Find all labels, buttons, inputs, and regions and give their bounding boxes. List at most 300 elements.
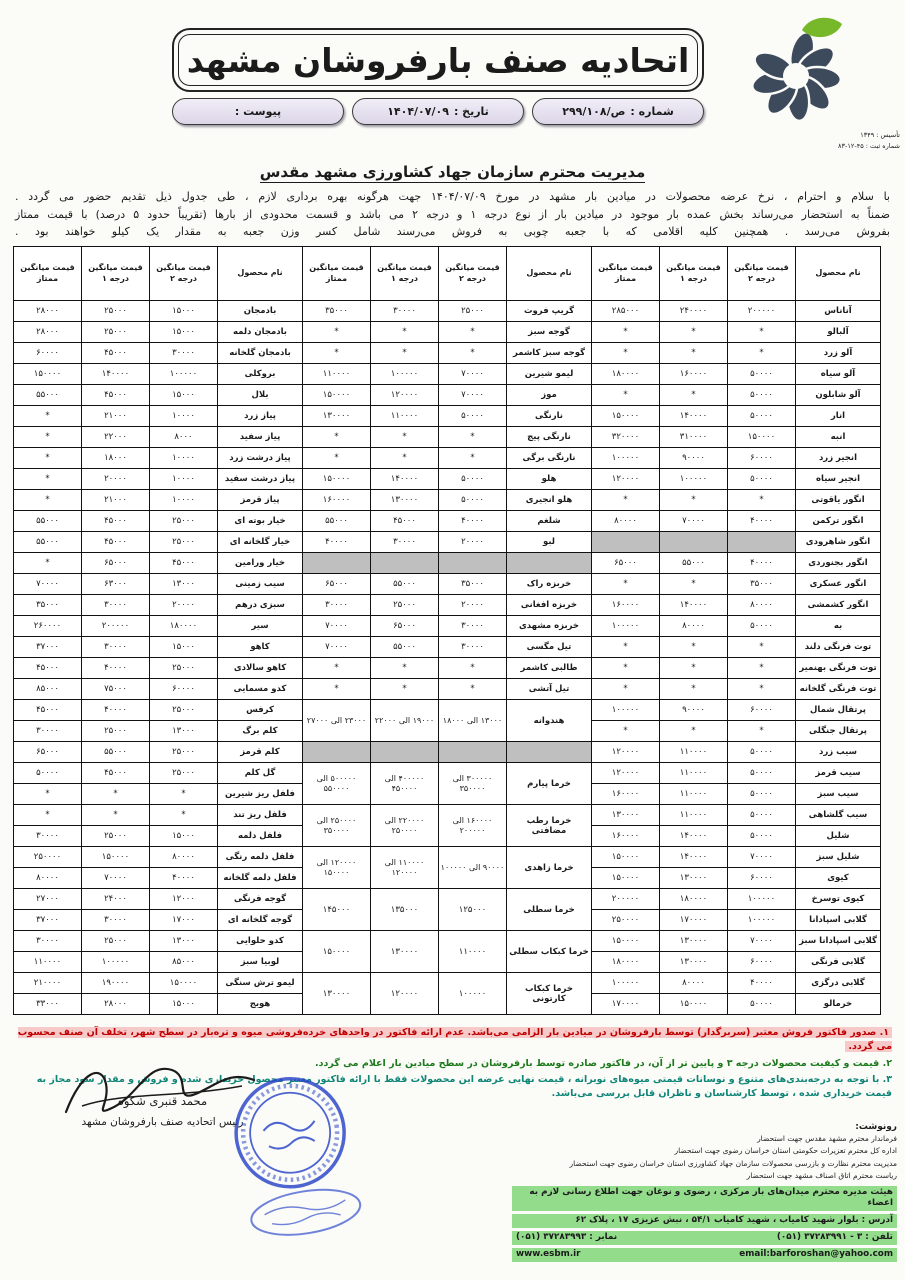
price-cell: ۶۰۰۰۰	[728, 952, 796, 973]
price-cell: *	[439, 427, 507, 448]
price-cell: ۵۰۰۰۰	[728, 616, 796, 637]
price-cell: *	[439, 658, 507, 679]
price-cell: ۲۴۰۰۰	[82, 889, 150, 910]
product-name-cell: گل کلم	[218, 763, 303, 784]
product-name-cell: خربزه راک	[507, 574, 592, 595]
product-name-cell: شلغم	[507, 511, 592, 532]
product-name-cell: بلال	[218, 385, 303, 406]
price-cell: ۲۵۰۰۰	[82, 301, 150, 322]
price-cell: ۵۰۰۰۰	[728, 994, 796, 1015]
recipient-text: مدیریت محترم سازمان جهاد کشاورزی مشهد مقدس	[259, 163, 646, 181]
price-cell: *	[660, 679, 728, 700]
price-cell: ۴۰۰۰۰	[82, 700, 150, 721]
price-cell: ۱۳۵۰۰۰	[371, 889, 439, 931]
price-cell: ۵۵۰۰۰	[660, 553, 728, 574]
price-cell: ۵۰۰۰۰	[728, 784, 796, 805]
product-name-cell: شلیل	[796, 826, 881, 847]
price-cell: ۱۵۰۰۰۰	[82, 847, 150, 868]
price-cell: ۵۰۰۰۰	[439, 490, 507, 511]
price-cell: *	[728, 679, 796, 700]
price-cell: ۱۶۰۰۰۰	[592, 826, 660, 847]
product-name-cell: انگور ترکمن	[796, 511, 881, 532]
price-cell: ۱۵۰۰۰۰	[303, 385, 371, 406]
price-cell: ۵۰۰۰۰	[728, 385, 796, 406]
price-cell: ۱۵۰۰۰۰	[303, 931, 371, 973]
price-cell: *	[439, 343, 507, 364]
price-cell: ۳۷۰۰۰	[14, 637, 82, 658]
price-cell: *	[303, 679, 371, 700]
product-name-cell: سبزی درهم	[218, 595, 303, 616]
price-cell: ۴۰۰۰۰۰ الی ۴۵۰۰۰۰	[371, 763, 439, 805]
price-cell: ۲۵۰۰۰۰	[14, 847, 82, 868]
price-cell: ۳۵۰۰۰	[439, 574, 507, 595]
product-name-cell: سیب زرد	[796, 742, 881, 763]
price-cell: *	[371, 658, 439, 679]
price-cell: *	[150, 805, 218, 826]
union-logo-graphic	[742, 16, 850, 128]
price-cell: ۳۰۰۰۰	[82, 595, 150, 616]
price-cell: ۵۵۰۰۰	[14, 511, 82, 532]
price-cell	[660, 532, 728, 553]
price-cell: ۶۵۰۰۰	[303, 574, 371, 595]
table-row	[14, 700, 881, 721]
price-cell: ۱۰۰۰۰۰	[371, 364, 439, 385]
product-name-cell: گلابی فرنگی	[796, 952, 881, 973]
price-cell: ۸۰۰۰	[150, 427, 218, 448]
website-url: www.esbm.ir	[516, 1249, 581, 1259]
web-line	[512, 1248, 897, 1262]
product-name-cell: نارنگی پیج	[507, 427, 592, 448]
price-cell: ۲۵۰۰۰	[150, 658, 218, 679]
product-name-cell: خرما سطلی	[507, 889, 592, 931]
price-cell: ۱۴۰۰۰۰	[660, 847, 728, 868]
price-cell: ۴۵۰۰۰	[82, 532, 150, 553]
price-cell: ۱۰۰۰۰۰	[150, 364, 218, 385]
price-cell: ۲۷۰۰۰	[14, 889, 82, 910]
price-cell: *	[303, 322, 371, 343]
table-row	[14, 364, 881, 385]
product-name-cell: انبه	[796, 427, 881, 448]
price-cell: ۱۰۰۰۰	[150, 490, 218, 511]
price-cell: ۲۵۰۰۰	[150, 511, 218, 532]
price-cell: ۳۰۰۰۰	[439, 616, 507, 637]
org-title-box	[172, 28, 704, 92]
price-cell: ۳۰۰۰۰	[303, 595, 371, 616]
price-cell: *	[14, 490, 82, 511]
price-cell: ۱۴۵۰۰۰	[303, 889, 371, 931]
price-cell: *	[14, 427, 82, 448]
price-cell: ۵۵۰۰۰	[303, 511, 371, 532]
price-cell: ۵۵۰۰۰	[14, 385, 82, 406]
price-cell: *	[660, 658, 728, 679]
table-row	[14, 679, 881, 700]
price-cell: ۴۵۰۰۰	[14, 700, 82, 721]
price-cell: ۱۰۰۰۰۰	[728, 889, 796, 910]
column-header: قیمت میانگین درجه ۱	[660, 247, 728, 301]
price-cell: ۵۰۰۰۰	[728, 469, 796, 490]
price-cell: ۷۰۰۰۰	[439, 385, 507, 406]
price-cell: *	[592, 637, 660, 658]
price-cell: ۳۰۰۰۰	[14, 931, 82, 952]
product-name-cell: انجیر سیاه	[796, 469, 881, 490]
signatory-name: محمد قنبری شکوه	[117, 1094, 208, 1108]
price-cell: ۲۶۰۰۰۰	[14, 616, 82, 637]
price-cell: ۳۰۰۰۰	[439, 637, 507, 658]
price-cell: ۱۶۰۰۰۰	[592, 784, 660, 805]
product-name-cell: انگور کشمشی	[796, 595, 881, 616]
product-name-cell: خرما رطب مضافتی	[507, 805, 592, 847]
table-row	[14, 532, 881, 553]
price-cell: ۲۵۰۰۰	[82, 322, 150, 343]
price-cell: ۲۰۰۰۰۰	[592, 889, 660, 910]
product-name-cell: لیمو شیرین	[507, 364, 592, 385]
price-cell: *	[439, 679, 507, 700]
price-cell: *	[728, 343, 796, 364]
price-cell: *	[150, 784, 218, 805]
price-cell: ۵۰۰۰۰	[14, 763, 82, 784]
org-title-frame	[178, 34, 698, 86]
price-cell: *	[14, 469, 82, 490]
cc-item: فرماندار محترم مشهد مقدس جهت استحضار	[757, 1134, 897, 1143]
price-cell: ۱۰۰۰۰۰	[592, 616, 660, 637]
product-name-cell: کیوی	[796, 868, 881, 889]
price-cell: *	[371, 427, 439, 448]
table-row	[14, 805, 881, 826]
price-cell: ۶۰۰۰۰	[728, 700, 796, 721]
registration-number: شماره ثبت : ۴۵-۱۲-۸۳	[838, 142, 900, 151]
product-name-cell: سیب سبز	[796, 784, 881, 805]
price-cell: *	[14, 406, 82, 427]
product-name-cell: آلو شابلون	[796, 385, 881, 406]
column-header: قیمت میانگین درجه ۲	[439, 247, 507, 301]
price-cell: ۱۰۰۰۰۰	[592, 973, 660, 994]
signatory-title: رئیس اتحادیه صنف بارفروشان مشهد	[81, 1116, 244, 1128]
price-cell: ۶۵۰۰۰	[14, 742, 82, 763]
price-cell: ۳۵۰۰۰	[303, 301, 371, 322]
table-row	[14, 616, 881, 637]
product-name-cell: تیل آتشی	[507, 679, 592, 700]
price-cell: ۲۵۰۰۰	[150, 763, 218, 784]
price-cell: ۱۱۰۰۰۰	[660, 763, 728, 784]
price-cell: ۳۰۰۰۰	[82, 910, 150, 931]
price-cell: ۴۰۰۰۰	[82, 658, 150, 679]
price-cell: *	[728, 322, 796, 343]
product-name-cell: سیب زمینی	[218, 574, 303, 595]
product-name-cell: پیاز درشت زرد	[218, 448, 303, 469]
price-cell: *	[439, 322, 507, 343]
note-2-text: ۲. قیمت و کیفیت محصولات درجه ۳ و پایین تر از آن، در فاکتور صادره توسط بارفروشان در سطح میادین بار اعلام می گردد.	[314, 1057, 892, 1069]
price-cell: *	[728, 658, 796, 679]
price-cell: ۱۶۰۰۰۰	[592, 595, 660, 616]
product-name-cell: هلو انجیری	[507, 490, 592, 511]
column-header: نام محصول	[507, 247, 592, 301]
price-cell: ۵۰۰۰۰۰ الی ۵۵۰۰۰۰	[303, 763, 371, 805]
price-cell: *	[660, 637, 728, 658]
price-cell: ۴۰۰۰۰	[303, 532, 371, 553]
price-cell: ۱۵۰۰۰۰	[660, 994, 728, 1015]
price-cell: ۱۴۰۰۰۰	[82, 364, 150, 385]
product-name-cell: لبو	[507, 532, 592, 553]
price-cell: ۴۵۰۰۰	[82, 763, 150, 784]
price-cell: ۱۰۰۰۰	[150, 469, 218, 490]
price-cell: ۱۳۰۰۰۰	[660, 952, 728, 973]
price-cell: ۱۰۰۰۰	[150, 406, 218, 427]
table-row	[14, 406, 881, 427]
product-name-cell: هلو	[507, 469, 592, 490]
product-name-cell: توت فرنگی گلخانه	[796, 679, 881, 700]
price-cell: ۱۷۰۰۰۰	[592, 994, 660, 1015]
column-header: قیمت میانگین درجه ۱	[371, 247, 439, 301]
price-cell	[371, 742, 439, 763]
product-name-cell: بادمجان دلمه	[218, 322, 303, 343]
product-name-cell	[507, 553, 592, 574]
price-cell: ۳۰۰۰۰	[371, 532, 439, 553]
price-cell: ۳۵۰۰۰	[14, 595, 82, 616]
price-cell: ۱۳۰۰۰۰	[371, 490, 439, 511]
table-row	[14, 637, 881, 658]
price-cell: *	[592, 574, 660, 595]
price-cell: ۴۰۰۰۰	[439, 511, 507, 532]
product-name-cell: فلفل دلمه رنگی	[218, 847, 303, 868]
cc-block	[512, 1122, 897, 1262]
price-cell: ۱۲۵۰۰۰	[439, 889, 507, 931]
product-name-cell	[507, 742, 592, 763]
price-cell: ۲۳۰۰۰ الی ۲۷۰۰۰	[303, 700, 371, 742]
price-cell: ۴۵۰۰۰	[371, 511, 439, 532]
price-cell: ۱۸۰۰۰۰	[150, 616, 218, 637]
price-cell: ۶۵۰۰۰	[592, 553, 660, 574]
price-cell: ۶۰۰۰۰	[728, 868, 796, 889]
product-name-cell: لوبیا سبز	[218, 952, 303, 973]
product-name-cell: به	[796, 616, 881, 637]
product-name-cell: پیاز سفید	[218, 427, 303, 448]
price-cell: ۱۲۰۰۰۰	[592, 469, 660, 490]
price-cell	[592, 532, 660, 553]
price-cell: *	[14, 448, 82, 469]
price-cell: ۲۵۰۰۰	[439, 301, 507, 322]
price-cell: ۱۴۰۰۰۰	[371, 469, 439, 490]
header-row	[14, 247, 881, 301]
price-cell: ۱۰۰۰۰۰	[592, 700, 660, 721]
price-cell: ۲۵۰۰۰	[150, 532, 218, 553]
product-name-cell: انگور یاقوتی	[796, 490, 881, 511]
price-cell: ۱۳۰۰۰۰	[660, 931, 728, 952]
product-name-cell: کاهو	[218, 637, 303, 658]
price-cell: ۳۰۰۰۰	[14, 826, 82, 847]
price-cell: ۳۲۰۰۰۰	[592, 427, 660, 448]
price-cell: *	[592, 322, 660, 343]
price-cell: ۲۵۰۰۰	[82, 826, 150, 847]
product-name-cell: خرما کبکاب سطلی	[507, 931, 592, 973]
table-body	[14, 301, 881, 1015]
table-row	[14, 448, 881, 469]
price-cell: ۱۳۰۰۰	[150, 931, 218, 952]
price-cell: ۵۰۰۰۰	[728, 763, 796, 784]
product-name-cell: کدو حلوایی	[218, 931, 303, 952]
body-line: ضمناً به استحضار می‌رساند بخش عمده بار موجود در میادین بار از نوع درجه ۱ و درجه ۲ می باشد و قسمت محدودی از بارها (تقریباً حدود ۵ درصد) با قیمت ممتاز	[15, 207, 890, 221]
product-name-cell: سیب قرمز	[796, 763, 881, 784]
price-cell: ۱۷۰۰۰۰	[660, 910, 728, 931]
price-cell: ۷۰۰۰۰	[660, 511, 728, 532]
field-attachment	[172, 98, 344, 125]
product-name-cell: سیر	[218, 616, 303, 637]
price-cell: ۶۵۰۰۰	[82, 553, 150, 574]
price-cell: *	[592, 721, 660, 742]
product-name-cell: انگور بجنوردی	[796, 553, 881, 574]
product-name-cell: آلو سیاه	[796, 364, 881, 385]
price-cell: ۲۵۰۰۰	[371, 595, 439, 616]
price-cell: ۱۶۰۰۰۰	[660, 364, 728, 385]
price-cell: ۶۵۰۰۰	[371, 616, 439, 637]
price-cell: ۶۰۰۰۰	[150, 679, 218, 700]
price-cell: ۲۸۰۰۰	[14, 301, 82, 322]
product-name-cell: خرما پیارم	[507, 763, 592, 805]
price-cell: ۳۰۰۰۰	[150, 343, 218, 364]
price-cell: *	[592, 343, 660, 364]
price-cell: ۸۰۰۰۰	[14, 868, 82, 889]
price-cell: *	[82, 784, 150, 805]
price-cell: ۱۳۰۰۰	[150, 574, 218, 595]
price-cell: ۷۰۰۰۰	[728, 847, 796, 868]
price-cell: ۲۲۰۰۰۰ الی ۲۵۰۰۰۰	[371, 805, 439, 847]
product-name-cell: لیمو ترش سنگی	[218, 973, 303, 994]
price-cell: *	[371, 322, 439, 343]
price-cell: ۳۰۰۰۰	[14, 721, 82, 742]
price-cell: ۱۵۰۰۰۰	[592, 847, 660, 868]
number-label: شماره :	[630, 105, 674, 118]
field-number	[532, 98, 704, 125]
price-cell: ۳۰۰۰۰۰ الی ۳۵۰۰۰۰	[439, 763, 507, 805]
product-name-cell: خرما کبکاب کارتونی	[507, 973, 592, 1015]
price-cell: ۱۲۰۰۰۰ الی ۱۵۰۰۰۰	[303, 847, 371, 889]
price-cell: ۱۳۰۰۰۰	[303, 406, 371, 427]
email-address: email:barforoshan@yahoo.com	[739, 1249, 893, 1259]
price-cell: ۵۵۰۰۰	[371, 637, 439, 658]
table-row	[14, 658, 881, 679]
table-row	[14, 973, 881, 994]
price-cell: ۲۲۰۰۰	[82, 427, 150, 448]
price-cell	[439, 742, 507, 763]
price-cell: *	[303, 343, 371, 364]
product-name-cell: شلیل سبز	[796, 847, 881, 868]
price-cell: ۱۸۰۰۰	[82, 448, 150, 469]
price-cell: ۵۰۰۰۰	[439, 406, 507, 427]
price-cell: ۸۰۰۰۰	[728, 595, 796, 616]
product-name-cell: هویج	[218, 994, 303, 1015]
price-cell: ۵۰۰۰۰	[728, 406, 796, 427]
product-name-cell: کلم قرمز	[218, 742, 303, 763]
price-cell: ۱۰۰۰۰۰	[728, 910, 796, 931]
product-name-cell: گلابی اسپادانا	[796, 910, 881, 931]
price-cell: ۴۰۰۰۰	[728, 511, 796, 532]
product-name-cell: گوجه فرنگی	[218, 889, 303, 910]
column-header: نام محصول	[218, 247, 303, 301]
date-label: تاریخ :	[453, 105, 489, 118]
price-cell: ۱۰۰۰۰۰	[82, 952, 150, 973]
price-cell: *	[660, 721, 728, 742]
price-cell: ۱۰۰۰۰۰	[439, 973, 507, 1015]
table-row	[14, 595, 881, 616]
product-name-cell: پیاز قرمز	[218, 490, 303, 511]
price-cell: ۷۵۰۰۰	[82, 679, 150, 700]
price-cell: ۱۲۰۰۰۰	[592, 742, 660, 763]
price-cell: ۴۰۰۰۰	[728, 553, 796, 574]
cc-highlight: هیئت مدیره محترم میدان‌های بار مرکزی ، رضوی و نوغان جهت اطلاع رسانی لازم به اعضاء	[512, 1186, 897, 1212]
price-cell: *	[728, 721, 796, 742]
table-row	[14, 889, 881, 910]
price-cell: ۱۸۰۰۰۰	[592, 952, 660, 973]
price-cell: ۲۰۰۰۰	[439, 595, 507, 616]
leaf-icon	[802, 18, 842, 37]
price-cell: *	[14, 553, 82, 574]
cc-label: رونوشت:	[855, 1122, 897, 1132]
price-cell: ۲۰۰۰۰۰	[82, 616, 150, 637]
price-cell: ۱۴۰۰۰۰	[660, 595, 728, 616]
price-cell: ۵۵۰۰۰	[82, 742, 150, 763]
price-cell	[303, 742, 371, 763]
price-cell: ۲۱۰۰۰۰	[14, 973, 82, 994]
price-cell: ۹۰۰۰۰ الی ۱۰۰۰۰۰	[439, 847, 507, 889]
price-cell: ۱۵۰۰۰	[150, 322, 218, 343]
cc-item: ریاست محترم اتاق اصناف مشهد جهت استحضار	[746, 1171, 897, 1181]
note-1	[15, 1026, 892, 1054]
price-cell: ۲۵۰۰۰	[150, 700, 218, 721]
product-name-cell: پیاز زرد	[218, 406, 303, 427]
price-cell: ۱۵۰۰۰۰	[14, 364, 82, 385]
price-cell	[439, 553, 507, 574]
price-cell: ۱۱۰۰۰۰	[371, 406, 439, 427]
table-row	[14, 763, 881, 784]
price-cell: ۱۵۰۰۰۰	[592, 406, 660, 427]
table-row	[14, 847, 881, 868]
product-name-cell: فلفل ریز تند	[218, 805, 303, 826]
price-cell: ۱۹۰۰۰۰	[82, 973, 150, 994]
price-cell: ۴۰۰۰۰	[150, 868, 218, 889]
price-cell: *	[303, 427, 371, 448]
recipient-title	[0, 163, 905, 181]
union-logo-icon	[742, 16, 850, 128]
price-cell: *	[592, 679, 660, 700]
product-name-cell: انگور شاهرودی	[796, 532, 881, 553]
price-cell: ۱۱۰۰۰۰	[660, 784, 728, 805]
product-name-cell: گوجه سبز کاشمر	[507, 343, 592, 364]
column-header: قیمت میانگین ممتاز	[14, 247, 82, 301]
product-name-cell: بادمجان	[218, 301, 303, 322]
price-cell	[303, 553, 371, 574]
product-name-cell: خیار گلخانه ای	[218, 532, 303, 553]
column-header: نام محصول	[796, 247, 881, 301]
product-name-cell: توت فرنگی دلند	[796, 637, 881, 658]
product-name-cell: هندوانه	[507, 700, 592, 742]
price-cell: *	[592, 490, 660, 511]
product-name-cell: پرتقال جنگلی	[796, 721, 881, 742]
table-row	[14, 427, 881, 448]
price-cell: ۱۴۰۰۰۰	[660, 826, 728, 847]
table-row	[14, 301, 881, 322]
product-name-cell: انار	[796, 406, 881, 427]
price-cell: ۴۵۰۰۰	[150, 553, 218, 574]
product-name-cell: آلو زرد	[796, 343, 881, 364]
table-row	[14, 490, 881, 511]
price-cell: ۴۵۰۰۰	[82, 511, 150, 532]
number-value: ۲۹۹/ص/۱۰۸	[562, 105, 626, 118]
price-cell: ۷۰۰۰۰	[303, 637, 371, 658]
price-cell: ۳۳۰۰۰	[14, 994, 82, 1015]
table-row	[14, 511, 881, 532]
price-cell: ۱۸۰۰۰۰	[592, 364, 660, 385]
price-cell: ۴۵۰۰۰	[82, 343, 150, 364]
price-cell: *	[303, 448, 371, 469]
